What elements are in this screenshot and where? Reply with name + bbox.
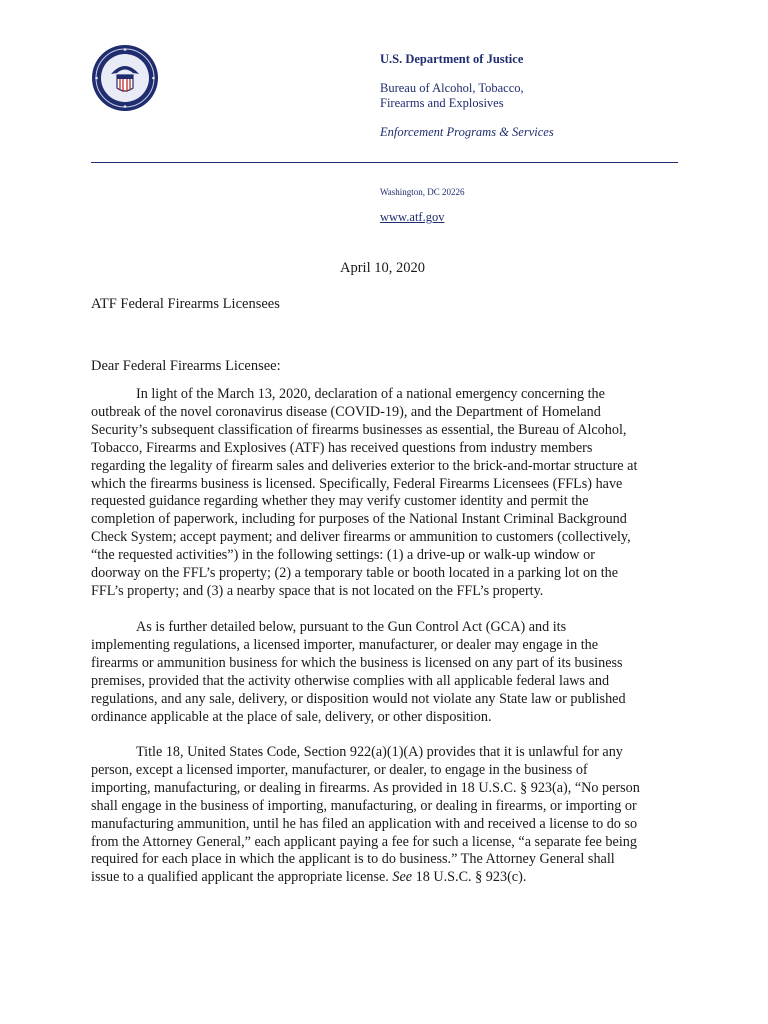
paragraph-line-text: issue to a qualified applicant the appropriate license. bbox=[91, 869, 393, 886]
department-name: U.S. Department of Justice bbox=[380, 52, 524, 66]
letter-salutation: Dear Federal Firearms Licensee: bbox=[91, 358, 281, 374]
paragraph-line: Title 18, United States Code, Section 922(a)(1)(A) provides that it is unlawful for any bbox=[136, 744, 623, 760]
paragraph-line: regarding the legality of firearm sales and deliveries exterior to the brick-and-mortar structure at bbox=[91, 457, 638, 474]
paragraph-line: FFL’s property; and (3) a nearby space that is not located on the FFL’s property. bbox=[91, 582, 544, 599]
paragraph-line: outbreak of the novel coronavirus disease (COVID-19), and the Department of Homeland bbox=[91, 403, 601, 420]
letter-recipient: ATF Federal Firearms Licensees bbox=[91, 296, 280, 312]
paragraph-3 bbox=[91, 744, 691, 887]
paragraph-1 bbox=[91, 386, 691, 601]
paragraph-line: regulations, and any sale, delivery, or disposition would not violate any State law or published bbox=[91, 690, 626, 707]
website-link[interactable]: www.atf.gov bbox=[380, 210, 445, 224]
office-address: Washington, DC 20226 bbox=[380, 187, 465, 197]
seal-emblem-icon bbox=[91, 44, 159, 112]
paragraph-line: completion of paperwork, including for purposes of the National Instant Criminal Background bbox=[91, 511, 627, 528]
letterhead-divider bbox=[91, 162, 678, 163]
paragraph-line: Check System; accept payment; and deliver firearms or ammunition to customers (collectively, bbox=[91, 529, 631, 546]
doj-seal-logo bbox=[91, 44, 159, 112]
paragraph-line: firearms or ammunition business for which the business is licensed on any part of its business bbox=[91, 654, 623, 671]
paragraph-line: person, except a licensed importer, manufacturer, or dealer, to engage in the business of bbox=[91, 761, 588, 778]
paragraph-line: doorway on the FFL’s property; (2) a temporary table or booth located in a parking lot on the bbox=[91, 565, 619, 582]
letter-date: April 10, 2020 bbox=[340, 260, 425, 276]
paragraph-line: requested guidance regarding whether they may verify customer identity and permit the bbox=[91, 493, 589, 510]
paragraph-line: from the Attorney General,” each applicant paying a fee for such a license, “a separate fee being bbox=[91, 833, 637, 850]
citation-text: 18 U.S.C. § 923(c). bbox=[412, 869, 527, 886]
paragraph-line: Security’s subsequent classification of firearms businesses as essential, the Bureau of Alcohol, bbox=[91, 421, 627, 438]
paragraph-line: manufacturing ammunition, until he has filed an application with and received a license to do so bbox=[91, 815, 638, 832]
bureau-line-2: Firearms and Explosives bbox=[380, 96, 504, 110]
division-name: Enforcement Programs & Services bbox=[380, 125, 554, 139]
paragraph-line: shall engage in the business of importing, manufacturing, or dealing in firearms, or importing or bbox=[91, 797, 637, 814]
paragraph-line: required for each place in which the applicant is to do business.” The Attorney General shall bbox=[91, 851, 615, 868]
bureau-line-1: Bureau of Alcohol, Tobacco, bbox=[380, 81, 524, 95]
paragraph-2 bbox=[91, 619, 691, 726]
paragraph-line: importing, manufacturing, or dealing in firearms. As provided in 18 U.S.C. § 923(a), “No person bbox=[91, 779, 640, 796]
paragraph-line: “the requested activities”) in the following settings: (1) a drive-up or walk-up window or bbox=[91, 547, 595, 564]
paragraph-line: premises, provided that the activity otherwise complies with all applicable federal laws and bbox=[91, 672, 610, 689]
paragraph-line-last bbox=[91, 869, 691, 887]
paragraph-line: ordinance applicable at the place of sale, delivery, or other disposition. bbox=[91, 708, 492, 725]
letterhead bbox=[380, 52, 710, 140]
paragraph-line: In light of the March 13, 2020, declaration of a national emergency concerning the bbox=[136, 386, 605, 402]
see-signal: See bbox=[392, 869, 413, 886]
paragraph-line: As is further detailed below, pursuant to the Gun Control Act (GCA) and its bbox=[136, 619, 567, 635]
paragraph-line: which the firearms business is licensed. Specifically, Federal Firearms Licensees (FFLs) have bbox=[91, 475, 623, 492]
paragraph-line: implementing regulations, a licensed importer, manufacturer, or dealer may engage in the bbox=[91, 636, 599, 653]
bureau-name bbox=[380, 81, 710, 111]
paragraph-line: Tobacco, Firearms and Explosives (ATF) has received questions from industry members bbox=[91, 439, 593, 456]
